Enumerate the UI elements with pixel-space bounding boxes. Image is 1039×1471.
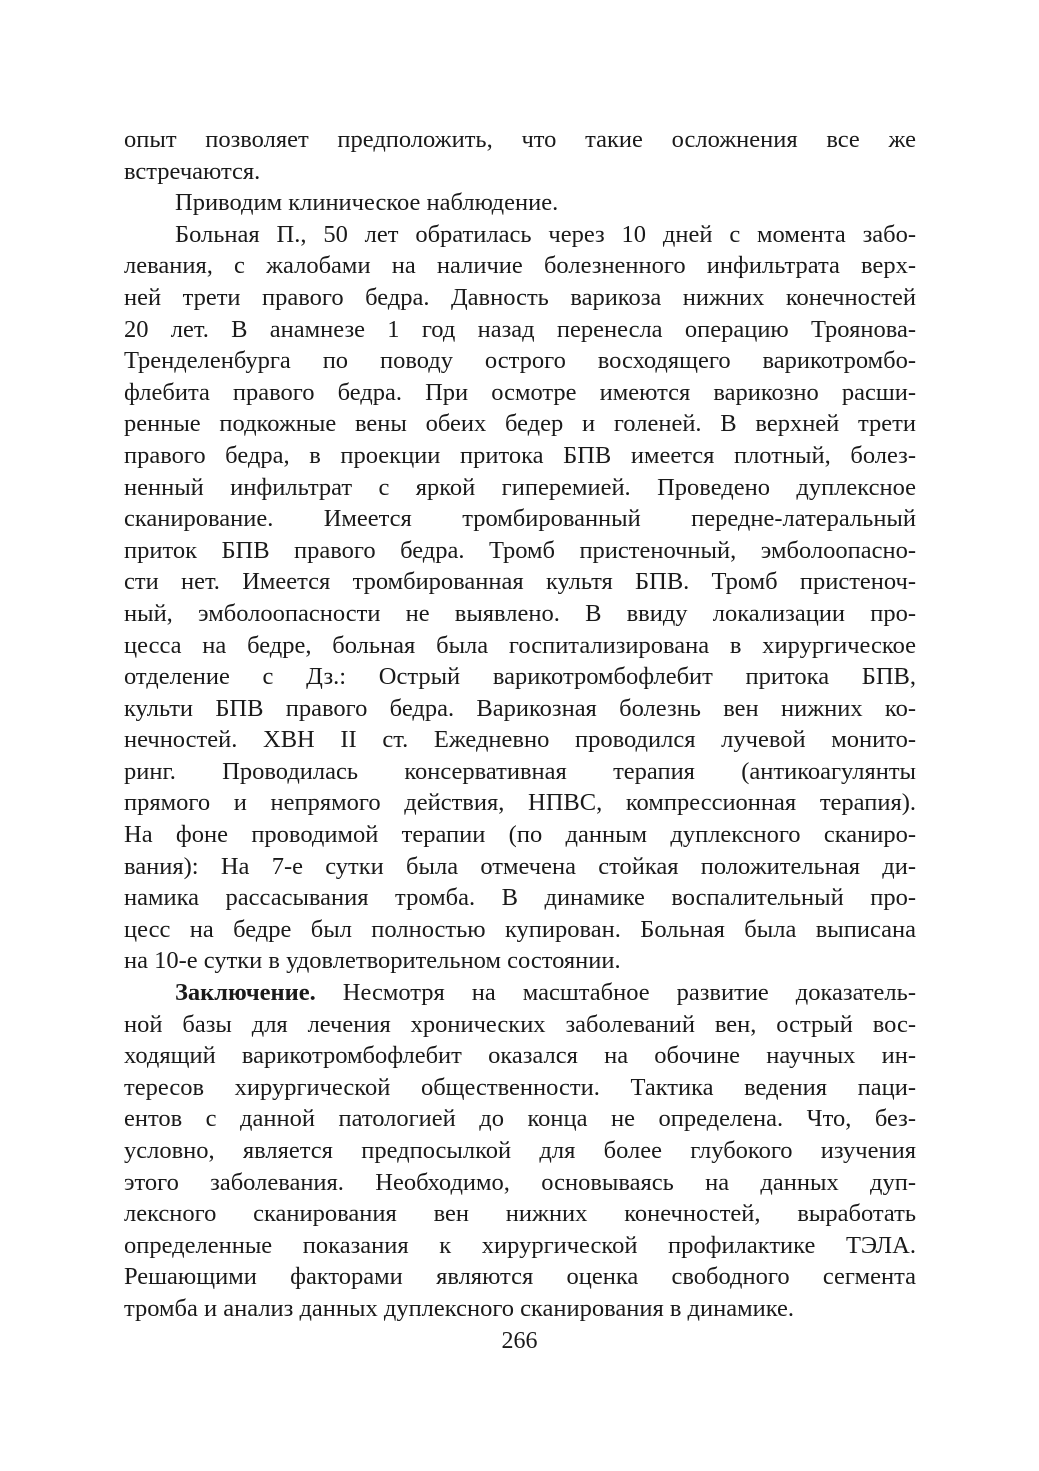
text-line: опыт позволяет предположить, что такие осложнения все же bbox=[124, 126, 916, 153]
text-line: условно, является предпосылкой для более глубокого изучения bbox=[124, 1137, 916, 1164]
text-line: приток БПВ правого бедра. Тромб пристеночный, эмболоопасно- bbox=[124, 536, 916, 564]
text-line: левания, с жалобами на наличие болезненного инфильтрата верх- bbox=[124, 252, 916, 280]
paragraph bbox=[124, 124, 916, 187]
paragraph bbox=[124, 219, 916, 977]
text-line: прямого и непрямого действия, НПВС, компрессионная терапия). bbox=[124, 789, 916, 817]
text-line: этого заболевания. Необходимо, основываясь на данных дуп- bbox=[124, 1168, 916, 1196]
text-line: намика рассасывания тромба. В динамике воспалительный про- bbox=[124, 884, 916, 912]
text-line: ней трети правого бедра. Давность варикоза нижних конечностей bbox=[124, 283, 916, 311]
text-line: цесс на бедре был полностью купирован. Больная была выписана bbox=[124, 915, 916, 943]
section-lead: Заключение. bbox=[175, 979, 316, 1007]
text-line: ентов с данной патологией до конца не определена. Что, без- bbox=[124, 1105, 916, 1133]
text-line: нечностей. ХВН II ст. Ежедневно проводился лучевой монито- bbox=[124, 726, 916, 754]
text-line-rest: Несмотря на масштабное развитие доказатель- bbox=[315, 979, 916, 1007]
text-line: лексного сканирования вен нижних конечностей, выработать bbox=[124, 1200, 916, 1228]
text-line bbox=[124, 977, 916, 1009]
text-line: ной базы для лечения хронических заболеваний вен, острый вос- bbox=[124, 1010, 916, 1038]
text-line: сканирование. Имеется тромбированный передне-латеральный bbox=[124, 505, 916, 533]
text-line: ходящий варикотромбофлебит оказался на обочине научных ин- bbox=[124, 1042, 916, 1070]
text-line: ринг. Проводилась консервативная терапия (антикоагулянты bbox=[124, 757, 916, 785]
text-line: Решающими факторами являются оценка свободного сегмента bbox=[124, 1263, 916, 1291]
text-line: На фоне проводимой терапии (по данным дуплексного сканиро- bbox=[124, 821, 916, 849]
text-line: встречаются. bbox=[124, 157, 261, 185]
text-line: ненный инфильтрат с яркой гиперемией. Проведено дуплексное bbox=[124, 473, 916, 501]
text-line: Тренделенбурга по поводу острого восходящего варикотромбо- bbox=[124, 347, 916, 375]
text-line: вания): На 7-е сутки была отмечена стойкая положительная ди- bbox=[124, 852, 916, 880]
text-line: культи БПВ правого бедра. Варикозная болезнь вен нижних ко- bbox=[124, 694, 916, 722]
text-line: тромба и анализ данных дуплексного сканирования в динамике. bbox=[124, 1294, 795, 1322]
text-line: ренные подкожные вены обеих бедер и голеней. В верхней трети bbox=[124, 410, 916, 438]
text-line: отделение с Дз.: Острый варикотромбофлебит притока БПВ, bbox=[124, 663, 916, 691]
text-line: на 10-е сутки в удовлетворительном состоянии. bbox=[124, 947, 621, 975]
text-line: ный, эмболоопасности не выявлено. В ввиду локализации про- bbox=[124, 599, 916, 627]
paragraph bbox=[124, 187, 916, 219]
text-line: флебита правого бедра. При осмотре имеются варикозно расши- bbox=[124, 378, 916, 406]
text-line: 20 лет. В анамнезе 1 год назад перенесла операцию Троянова- bbox=[124, 315, 916, 343]
text-line: цесса на бедре, больная была госпитализирована в хирургическое bbox=[124, 631, 916, 659]
page-number: 266 bbox=[501, 1328, 538, 1354]
text-line: определенные показания к хирургической профилактике ТЭЛА. bbox=[124, 1231, 916, 1259]
text-line: правого бедра, в проекции притока БПВ имеется плотный, болез- bbox=[124, 441, 916, 469]
text-line: Больная П., 50 лет обратилась через 10 дней с момента забо- bbox=[175, 220, 916, 248]
text-line: сти нет. Имеется тромбированная культя БПВ. Тромб пристеноч- bbox=[124, 568, 916, 596]
text-line: Приводим клиническое наблюдение. bbox=[175, 189, 559, 217]
text-line: тересов хирургической общественности. Тактика ведения паци- bbox=[124, 1073, 916, 1101]
paragraph bbox=[124, 977, 916, 1325]
page-body bbox=[124, 124, 916, 1325]
